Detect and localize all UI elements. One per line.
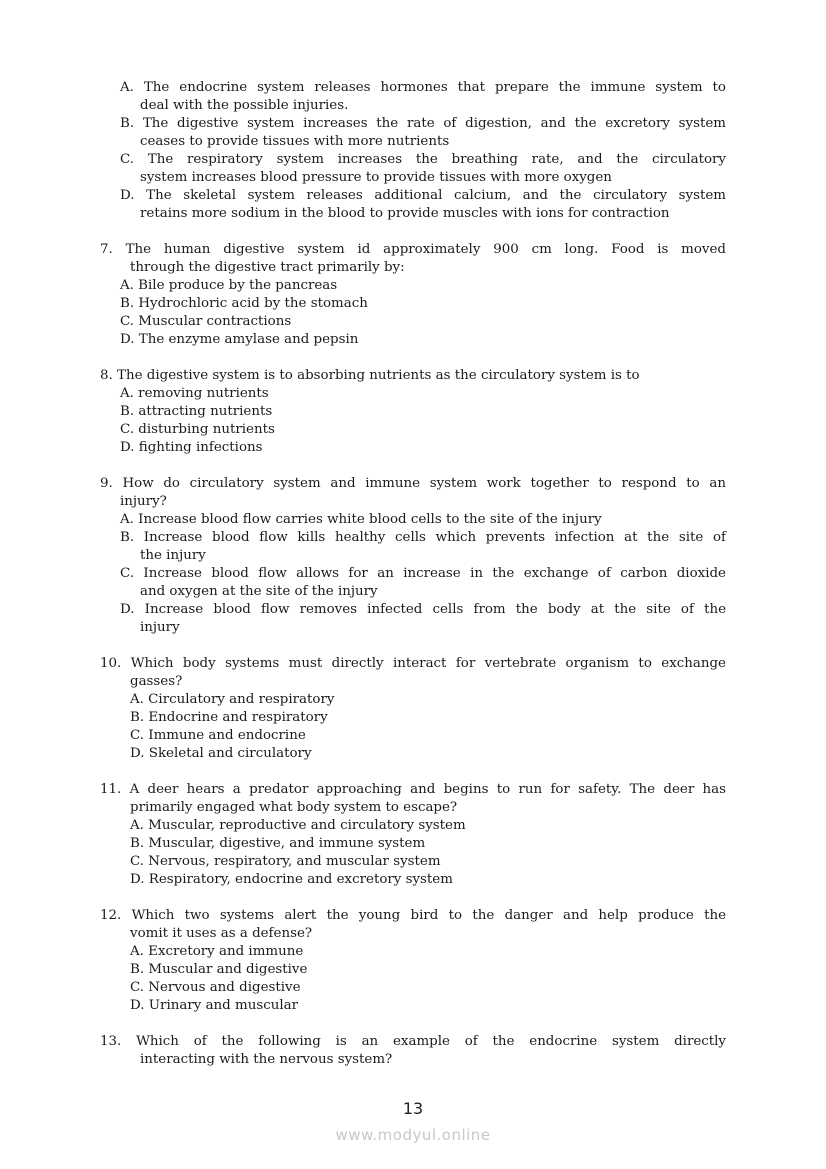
question-stem [100, 907, 726, 943]
text-line: B. The digestive system increases the rate of digestion, and the excretory system [120, 116, 726, 131]
question-8 [100, 367, 726, 457]
answer-option [100, 187, 726, 223]
text-line: D. Skeletal and circulatory [130, 746, 312, 761]
text-line: gasses? [130, 674, 183, 689]
text-line: 11. A deer hears a predator approaching and begins to run for safety. The deer has [100, 782, 726, 797]
answer-option [100, 403, 726, 421]
question-stem [100, 241, 726, 277]
text-line: D. Respiratory, endocrine and excretory system [130, 872, 453, 887]
text-line: C. Increase blood flow allows for an increase in the exchange of carbon dioxide [120, 566, 726, 581]
text-line: C. Immune and endocrine [130, 728, 306, 743]
answer-option [100, 835, 726, 853]
text-line: C. Muscular contractions [120, 314, 292, 329]
text-line: A. Increase blood flow carries white blood cells to the site of the injury [120, 512, 602, 527]
answer-option [100, 709, 726, 727]
text-line: C. disturbing nutrients [120, 422, 275, 437]
text-line: B. Increase blood flow kills healthy cells which prevents infection at the site of [120, 530, 726, 545]
text-line: system increases blood pressure to provide tissues with more oxygen [140, 170, 612, 185]
text-line: injury? [120, 494, 167, 509]
answer-option [100, 313, 726, 331]
text-line: B. Muscular, digestive, and immune system [130, 836, 426, 851]
answer-option [100, 529, 726, 565]
question-stem [100, 781, 726, 817]
text-line: deal with the possible injuries. [140, 98, 349, 113]
question-7 [100, 241, 726, 349]
answer-option [100, 979, 726, 997]
answer-option [100, 565, 726, 601]
text-line: the injury [140, 548, 206, 563]
answer-option [100, 727, 726, 745]
text-line: retains more sodium in the blood to provide muscles with ions for contraction [140, 206, 670, 221]
answer-option [100, 151, 726, 187]
text-line: B. Endocrine and respiratory [130, 710, 328, 725]
text-line: D. The enzyme amylase and pepsin [120, 332, 359, 347]
answer-option [100, 115, 726, 151]
text-line: D. Increase blood flow removes infected cells from the body at the site of the [120, 602, 726, 617]
text-line: interacting with the nervous system? [140, 1052, 393, 1067]
text-line: and oxygen at the site of the injury [140, 584, 378, 599]
question-9 [100, 475, 726, 637]
text-line: A. removing nutrients [120, 386, 269, 401]
answer-option [100, 997, 726, 1015]
text-line: 13. Which of the following is an example of the endocrine system directly [100, 1034, 726, 1049]
text-line: A. The endocrine system releases hormones that prepare the immune system to [120, 80, 726, 95]
answer-option [100, 79, 726, 115]
answer-option [100, 385, 726, 403]
answer-option [100, 295, 726, 313]
answer-option [100, 601, 726, 637]
text-line: A. Circulatory and respiratory [130, 692, 335, 707]
answer-option [100, 745, 726, 763]
answer-option [100, 871, 726, 889]
text-line: primarily engaged what body system to escape? [130, 800, 458, 815]
question-12 [100, 907, 726, 1015]
question-stem [100, 367, 726, 385]
text-line: ceases to provide tissues with more nutrients [140, 134, 450, 149]
text-line: 8. The digestive system is to absorbing nutrients as the circulatory system is to [100, 368, 640, 383]
text-line: D. The skeletal system releases additional calcium, and the circulatory system [120, 188, 726, 203]
text-line: C. Nervous, respiratory, and muscular system [130, 854, 441, 869]
watermark: www.modyul.online [335, 1126, 491, 1144]
answer-option [100, 943, 726, 961]
text-line: D. Urinary and muscular [130, 998, 298, 1013]
text-line: B. Muscular and digestive [130, 962, 308, 977]
answer-option [100, 817, 726, 835]
answer-option [100, 331, 726, 349]
text-line: B. Hydrochloric acid by the stomach [120, 296, 368, 311]
question-13 [100, 1033, 726, 1069]
answer-option [100, 691, 726, 709]
question-stem [100, 475, 726, 511]
text-line: C. The respiratory system increases the breathing rate, and the circulatory [120, 152, 726, 167]
answer-option [100, 853, 726, 871]
question-continued [100, 79, 726, 223]
text-line: A. Bile produce by the pancreas [120, 278, 338, 293]
answer-option [100, 277, 726, 295]
question-list [100, 79, 726, 1087]
answer-option [100, 511, 726, 529]
question-10 [100, 655, 726, 763]
question-stem [100, 1033, 726, 1069]
text-line: 10. Which body systems must directly interact for vertebrate organism to exchange [100, 656, 726, 671]
answer-option [100, 439, 726, 457]
text-line: injury [140, 620, 180, 635]
text-line: through the digestive tract primarily by: [130, 260, 405, 275]
text-line: B. attracting nutrients [120, 404, 273, 419]
text-line: 9. How do circulatory system and immune system work together to respond to an [100, 476, 726, 491]
question-11 [100, 781, 726, 889]
text-line: vomit it uses as a defense? [130, 926, 313, 941]
text-line: D. fighting infections [120, 440, 263, 455]
page-number: 13 [402, 1099, 424, 1118]
text-line: 12. Which two systems alert the young bird to the danger and help produce the [100, 908, 726, 923]
answer-option [100, 961, 726, 979]
text-line: A. Excretory and immune [130, 944, 304, 959]
text-line: C. Nervous and digestive [130, 980, 301, 995]
answer-option [100, 421, 726, 439]
text-line: A. Muscular, reproductive and circulatory system [130, 818, 466, 833]
text-line: 7. The human digestive system id approximately 900 cm long. Food is moved [100, 242, 726, 257]
question-stem [100, 655, 726, 691]
